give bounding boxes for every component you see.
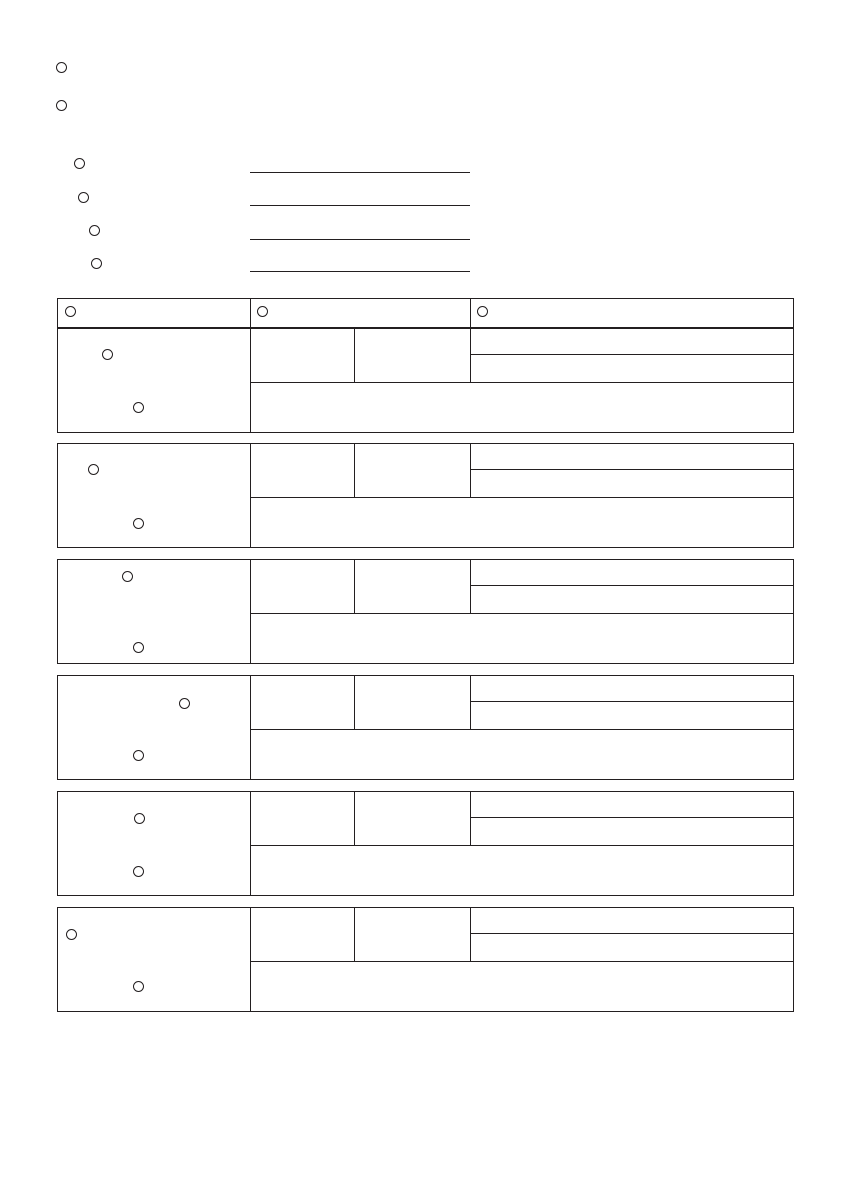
section-4-option-radio-1[interactable] xyxy=(179,698,190,709)
section-2-cell-c[interactable] xyxy=(471,444,793,468)
section-6-cell-a[interactable] xyxy=(251,908,353,960)
section-5-cell-b[interactable] xyxy=(355,792,469,844)
field-input-2[interactable] xyxy=(250,205,470,206)
section-3-cell-a[interactable] xyxy=(251,560,353,612)
section-6-cell-d[interactable] xyxy=(471,934,793,960)
header-radio-3[interactable] xyxy=(477,306,488,317)
section-5-cell-e[interactable] xyxy=(251,846,793,895)
section-6-cell-b[interactable] xyxy=(355,908,469,960)
section-1-cell-d[interactable] xyxy=(471,355,793,381)
section-5-option-radio-1[interactable] xyxy=(134,813,145,824)
section-3-cell-e[interactable] xyxy=(251,614,793,663)
header-radio-2[interactable] xyxy=(257,306,268,317)
field-radio-4[interactable] xyxy=(91,258,102,269)
section-6-option-radio-2[interactable] xyxy=(133,981,144,992)
section-3-cell-b[interactable] xyxy=(355,560,469,612)
section-2-cell-b[interactable] xyxy=(355,444,469,496)
section-5-cell-c[interactable] xyxy=(471,792,793,816)
section-3-cell-c[interactable] xyxy=(471,560,793,584)
section-2-option-radio-1[interactable] xyxy=(88,464,99,475)
section-5-option-radio-2[interactable] xyxy=(133,866,144,877)
field-radio-2[interactable] xyxy=(78,192,89,203)
section-1-cell-c[interactable] xyxy=(471,329,793,353)
header-divider-1 xyxy=(250,298,251,328)
section-6-cell-c[interactable] xyxy=(471,908,793,932)
section-6-option-radio-1[interactable] xyxy=(66,929,77,940)
field-radio-3[interactable] xyxy=(89,225,100,236)
section-4-cell-a[interactable] xyxy=(251,676,353,728)
header-divider-2 xyxy=(470,298,471,328)
section-3-option-radio-1[interactable] xyxy=(122,571,133,582)
section-4-cell-b[interactable] xyxy=(355,676,469,728)
field-input-4[interactable] xyxy=(250,271,470,272)
section-1-option-radio-2[interactable] xyxy=(133,402,144,413)
field-input-3[interactable] xyxy=(250,239,470,240)
section-3-option-radio-2[interactable] xyxy=(133,642,144,653)
header-radio-1[interactable] xyxy=(65,306,76,317)
section-4-cell-c[interactable] xyxy=(471,676,793,700)
section-5-cell-a[interactable] xyxy=(251,792,353,844)
top-option-radio-2[interactable] xyxy=(56,100,67,111)
section-2-cell-a[interactable] xyxy=(251,444,353,496)
section-2-cell-e[interactable] xyxy=(251,498,793,547)
section-6-cell-e[interactable] xyxy=(251,962,793,1011)
field-input-1[interactable] xyxy=(250,172,470,173)
table-header-row xyxy=(57,298,794,328)
section-3-cell-d[interactable] xyxy=(471,586,793,612)
section-1-option-radio-1[interactable] xyxy=(102,349,113,360)
section-5-cell-d[interactable] xyxy=(471,818,793,844)
section-4-option-radio-2[interactable] xyxy=(133,750,144,761)
top-option-radio-1[interactable] xyxy=(56,62,67,73)
section-4-cell-e[interactable] xyxy=(251,730,793,779)
section-1-cell-a[interactable] xyxy=(251,329,353,381)
section-1-cell-e[interactable] xyxy=(251,383,793,432)
section-2-cell-d[interactable] xyxy=(471,470,793,496)
section-1-cell-b[interactable] xyxy=(355,329,469,381)
field-radio-1[interactable] xyxy=(74,158,85,169)
section-4-cell-d[interactable] xyxy=(471,702,793,728)
section-2-option-radio-2[interactable] xyxy=(133,518,144,529)
